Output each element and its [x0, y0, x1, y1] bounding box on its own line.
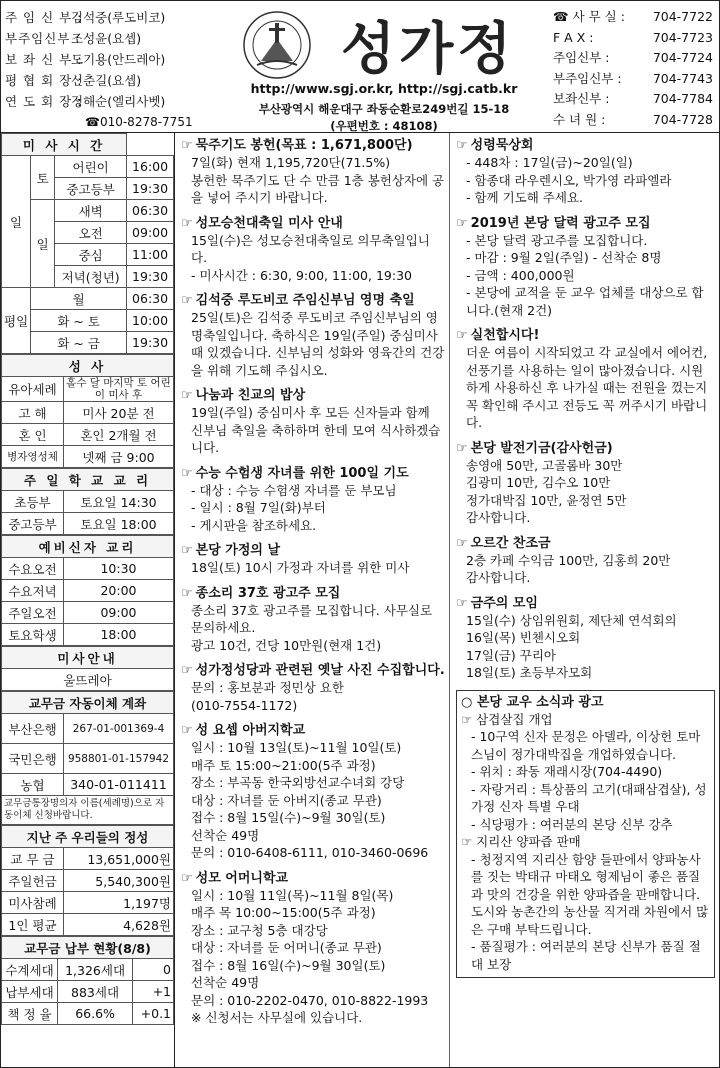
- notice-line: - 금액 : 400,000원: [466, 267, 575, 283]
- mass-guide-value: 울뜨레아: [2, 669, 174, 691]
- notice-heading: [456, 327, 715, 344]
- mass-time: 19:30: [127, 178, 174, 200]
- notice-heading: [181, 137, 445, 154]
- catechumen-title: 예비신자 교리: [2, 536, 174, 558]
- bank-account: 267-01-001369-4: [64, 714, 174, 744]
- staff-label: 주 임 신 부 :: [5, 10, 83, 25]
- notice-item: [456, 535, 715, 587]
- pointing-hand-icon: ☞: [456, 328, 468, 343]
- mass-time: 09:00: [127, 222, 174, 244]
- notice-heading: [456, 215, 715, 232]
- notice-heading: [181, 465, 445, 482]
- offering-label: 1인 평균: [2, 914, 64, 936]
- catechumen-slot: 수요오전: [2, 558, 64, 580]
- notice-line: 광고 10건, 건당 10만원(현재 1건): [191, 637, 382, 653]
- notice-line: - 함종대 라우렌시오, 박가영 라파엘라: [466, 172, 672, 188]
- mass-time: 19:30: [127, 332, 174, 354]
- sacrament-name: 병자영성체: [2, 446, 64, 468]
- notice-line: 감사합니다.: [466, 510, 531, 525]
- dues-table: [1, 936, 174, 1025]
- notice-line: 대상 : 자녀를 둔 어머니(종교 무관): [191, 940, 382, 955]
- staff-row: [5, 70, 237, 91]
- auto-transfer-table: [1, 691, 174, 825]
- notice-line: 일시 : 10월 13일(토)~11월 10일(토): [191, 740, 402, 755]
- notice-line: 17일(금) 꾸리아: [466, 647, 557, 663]
- notice-title: 2019년 본당 달력 광고주 모집: [470, 215, 651, 231]
- dues-value: 66.6%: [58, 1003, 133, 1025]
- zip-code: (우편번호 : 48108): [330, 119, 438, 133]
- notice-item: [181, 870, 445, 1027]
- notice-item: [456, 137, 715, 207]
- pointing-hand-icon: ☞: [456, 535, 468, 551]
- notice-line: 매주 토 15:00~21:00(5주 과정): [191, 757, 376, 773]
- middle-column: [177, 133, 447, 1035]
- offering-title: 지난 주 우리들의 정성: [2, 826, 174, 848]
- contact-row: [553, 28, 713, 49]
- notice-item: [181, 292, 445, 379]
- contact-row: [553, 7, 713, 28]
- offering-label: 미사참례: [2, 892, 64, 914]
- sunday-school-title: 주 일 학 교 교 리: [2, 469, 174, 491]
- notice-line: 매주 목 10:00~15:00(5주 과정): [191, 905, 376, 920]
- mass-name: 화 ~ 금: [31, 332, 127, 354]
- notice-title: 성 요셉 아버지학교: [195, 723, 306, 738]
- notice-item: [181, 542, 445, 577]
- notice-line: 19일(주일) 중심미사 후 모든 신자들과 함께 신부님 축일을 축하하며 한데 모여 식사하겠습니다.: [191, 405, 441, 455]
- notice-line: 송영애 50만, 고골롬바 30만: [466, 457, 623, 473]
- staff-row: [5, 49, 237, 70]
- dues-title: 교무금 납부 현황(8/8): [2, 937, 174, 959]
- notice-line: 감사합니다.: [466, 570, 531, 585]
- contact-number: 704-7743: [652, 70, 713, 86]
- mass-times-table: [1, 133, 174, 354]
- staff-name: 김석중(루도비코): [71, 10, 166, 25]
- weekday-label: 평일: [2, 288, 31, 354]
- offering-label: 교 무 금: [2, 848, 64, 870]
- notice-line: (010-7554-1172): [191, 697, 298, 713]
- notice-line: 더운 여름이 시작되었고 각 교실에서 에어컨, 선풍기를 사용하는 일이 많아졌습니다. 시원하게 사용하신 후 나가실 때는 전원을 껐는지 꼭 확인해 주시고 전등도 꼭 꺼주시기 바랍니다.: [466, 345, 708, 430]
- staff-list: [5, 7, 237, 133]
- website-urls[interactable]: http://www.sgj.or.kr, http://sgj.catb.kr: [250, 81, 518, 96]
- notice-line: 18일(토) 초등부자모회: [466, 665, 593, 680]
- news-line: - 자랑거리 : 특상품의 고기(대패삼겹살), 성가정 신자 특별 우대: [471, 781, 707, 814]
- bank-account: 958801-01-157942: [64, 744, 174, 774]
- notice-title: 종소리 37호 광고주 모집: [195, 585, 341, 601]
- staff-label: 부주임신부 :: [5, 31, 81, 46]
- pointing-hand-icon: ☞: [181, 388, 193, 403]
- notice-line: ※ 신청서는 사무실에 있습니다.: [191, 1010, 363, 1025]
- offering-value: 5,540,300원: [64, 870, 174, 892]
- sacrament-detail: 홀수 달 마지막 토 어린이 미사 후: [64, 377, 174, 402]
- mass-time: 06:30: [127, 200, 174, 222]
- mass-time: 19:30: [127, 266, 174, 288]
- pointing-hand-icon: ☞: [456, 440, 468, 456]
- pointing-hand-icon: ☞: [181, 543, 193, 558]
- bank-name: 부산은행: [2, 714, 64, 744]
- notice-line: 대상 : 자녀를 둔 아버지(종교 무관): [191, 792, 382, 808]
- dues-label: 수계세대: [2, 959, 58, 981]
- staff-row: [5, 91, 237, 112]
- notice-heading: [456, 535, 715, 552]
- news-subhead: ☞ 지리산 양파즙 판매: [461, 834, 581, 849]
- news-line: - 품질평가 : 여러분의 본당 신부가 품질 절대 보장: [471, 939, 701, 972]
- mass-time: 10:00: [127, 310, 174, 332]
- notice-heading: [456, 137, 715, 154]
- offering-value: 4,628원: [64, 914, 174, 936]
- staff-label: 평 협 회 장 :: [5, 73, 83, 88]
- mass-name: 저녁(청년): [55, 266, 127, 288]
- pointing-hand-icon: ☞: [181, 663, 193, 678]
- right-column: [449, 133, 719, 1067]
- notice-line: 선착순 49명: [191, 975, 260, 990]
- catechumen-time: 20:00: [64, 580, 174, 602]
- offering-label: 주일헌금: [2, 870, 64, 892]
- dues-value: 883세대: [58, 981, 133, 1003]
- staff-row: [5, 7, 237, 28]
- staff-name: 신춘길(요셉): [71, 73, 142, 88]
- pointing-hand-icon: ☞: [181, 465, 193, 481]
- notice-item: [456, 327, 715, 432]
- notice-title: 수능 수험생 자녀를 위한 100일 기도: [195, 465, 409, 481]
- catechumen-time: 10:30: [64, 558, 174, 580]
- pointing-hand-icon: ☞: [181, 723, 193, 738]
- sacraments-title: 성 사: [2, 355, 174, 377]
- sacrament-name: 고 해: [2, 402, 64, 424]
- notice-title: 실천합시다!: [470, 328, 540, 343]
- bulletin-title: 성가정: [341, 16, 516, 82]
- notice-line: 일시 : 10월 11일(목)~11월 8일(목): [191, 887, 394, 903]
- school-time: 토요일 14:30: [64, 491, 174, 513]
- masthead: [233, 1, 533, 133]
- notice-item: [456, 215, 715, 320]
- news-line: - 식당평가 : 여러분의 본당 신부 강추: [471, 816, 673, 832]
- church-address: 부산광역시 해운대구 좌동순환로249번길 15-18: [258, 102, 510, 116]
- contact-number: 704-7784: [652, 91, 713, 107]
- notice-title: 성모승천대축일 미사 안내: [195, 215, 343, 231]
- news-line: - 위치 : 좌동 재래시장(704-4490): [471, 764, 663, 779]
- notice-line: 접수 : 8월 16일(수)~9월 30일(토): [191, 957, 386, 973]
- pointing-hand-icon: ☞: [181, 138, 193, 153]
- notice-item: [181, 662, 445, 714]
- parish-news-box: [456, 690, 715, 979]
- contact-row: [553, 69, 713, 90]
- staff-row: [5, 28, 237, 49]
- contact-number: 704-7728: [652, 111, 713, 127]
- notice-line: 문의 : 010-6408-6111, 010-3460-0696: [191, 845, 429, 860]
- pointing-hand-icon: ☞: [456, 595, 468, 611]
- pointing-hand-icon: ☞: [456, 215, 468, 231]
- mass-guide-table: [1, 646, 174, 691]
- contact-list: [553, 7, 713, 131]
- notice-title: 나눔과 친교의 밥상: [195, 388, 306, 403]
- school-group: 중고등부: [2, 513, 64, 535]
- notice-line: 봉헌한 묵주기도 단 수 만큼 1층 봉헌상자에 공을 넣어 주시기 바랍니다.: [191, 172, 445, 205]
- news-line: - 청정지역 지리산 함양 들판에서 양파농사를 짓는 박태규 마태오 형제님이 좋은 품질과 맛의 건강을 위한 양파즙을 판매합니다. 도시와 농촌간의 농산물 직거래 차원에서 많은 구매 부탁드립니다.: [471, 851, 709, 937]
- mass-time: 16:00: [127, 156, 174, 178]
- notice-item: [181, 387, 445, 457]
- mass-guide-title: 미사안내: [2, 647, 174, 669]
- notice-heading: [181, 542, 445, 559]
- notice-line: 18일(토) 10시 가정과 자녀를 위한 미사: [191, 560, 410, 575]
- contact-number: 704-7722: [652, 9, 713, 24]
- notice-item: [456, 440, 715, 527]
- notice-title: 본당 발전기금(감사헌금): [470, 440, 613, 456]
- notice-title: 묵주기도 봉헌(목표 : 1,671,800단): [195, 138, 413, 153]
- school-time: 토요일 18:00: [64, 513, 174, 535]
- notice-item: [181, 465, 445, 535]
- mass-name: 중심: [55, 244, 127, 266]
- notice-line: - 함께 기도해 주세요.: [466, 190, 584, 205]
- dues-label: 납부세대: [2, 981, 58, 1003]
- sacrament-detail: 혼인 2개월 전: [64, 424, 174, 446]
- mass-times-title: 미 사 시 간: [2, 134, 127, 156]
- transfer-note: 교무금통장명의자 이름(세례명)으로 자동이체 신청바랍니다.: [2, 796, 174, 825]
- catechumen-time: 09:00: [64, 602, 174, 624]
- notice-line: 김광미 10만, 김수오 10만: [466, 475, 611, 490]
- notice-heading: [456, 595, 715, 612]
- sacrament-detail: 미사 20분 전: [64, 402, 174, 424]
- notice-line: 7일(화) 현재 1,195,720단(71.5%): [191, 155, 391, 170]
- dues-label: 책 정 율: [2, 1003, 58, 1025]
- notice-item: [181, 137, 445, 207]
- sacrament-name: 유아세례: [2, 377, 64, 402]
- notice-heading: [181, 387, 445, 404]
- sacraments-table: [1, 354, 174, 468]
- notice-line: - 미사시간 : 6:30, 9:00, 11:00, 19:30: [191, 267, 412, 283]
- notice-heading: [181, 662, 445, 679]
- notice-title: 오르간 찬조금: [470, 535, 551, 551]
- bank-account: 340-01-011411: [64, 774, 174, 796]
- pointing-hand-icon: ☞: [181, 585, 193, 601]
- notice-item: [181, 722, 445, 862]
- notice-line: 문의 : 010-2202-0470, 010-8822-1993: [191, 992, 429, 1008]
- dues-value: 1,326세대: [58, 959, 133, 981]
- bank-name: 농협: [2, 774, 64, 796]
- catechumen-slot: 토요학생: [2, 624, 64, 646]
- news-subhead: ☞ 삼겹살집 개업: [461, 711, 553, 727]
- left-column: [1, 133, 175, 1067]
- notice-line: 정가대박집 10만, 윤정연 5만: [466, 492, 627, 508]
- pointing-hand-icon: ☞: [181, 215, 193, 231]
- contact-row: [553, 89, 713, 110]
- news-line: - 10구역 신자 문정은 아델라, 이상헌 토마스님이 정가대박집을 개업하였습니다.: [471, 729, 701, 762]
- notice-line: 15일(수) 상임위원회, 제단체 연석회의: [466, 612, 677, 628]
- notice-title: 성령묵상회: [470, 138, 534, 153]
- church-logo: [241, 9, 313, 81]
- notice-line: 선착순 49명: [191, 827, 260, 843]
- notice-heading: [181, 215, 445, 232]
- contact-label: 주임신부 :: [553, 50, 610, 66]
- sacrament-detail: 넷째 금 9:00: [64, 446, 174, 468]
- mass-name: 월: [31, 288, 127, 310]
- sunday-sub-label: 일: [31, 200, 55, 288]
- auto-transfer-title: 교무금 자동이체 계좌: [2, 692, 174, 714]
- notice-heading: [181, 870, 445, 887]
- notice-item: [181, 215, 445, 285]
- contact-label: 수 녀 원 :: [553, 111, 606, 127]
- notice-line: - 본당 달력 광고주를 모집합니다.: [466, 232, 648, 248]
- catechumen-slot: 수요저녁: [2, 580, 64, 602]
- sunday-label: 일: [2, 156, 31, 288]
- offering-value: 13,651,000원: [64, 848, 174, 870]
- notice-title: 김석중 루도비코 주임신부님 영명 축일: [195, 293, 415, 308]
- bank-name: 국민은행: [2, 744, 64, 774]
- sacrament-name: 혼 인: [2, 424, 64, 446]
- notice-line: - 대상 : 수능 수험생 자녀를 둔 부모님: [191, 482, 397, 498]
- mass-name: 새벽: [55, 200, 127, 222]
- staff-name: 조성윤(요셉): [71, 31, 142, 46]
- mass-name: 오전: [55, 222, 127, 244]
- notice-heading: [181, 722, 445, 739]
- pointing-hand-icon: ☞: [181, 293, 193, 308]
- saturday-label: 토: [31, 156, 55, 200]
- dues-change: +1: [133, 981, 174, 1003]
- header: [1, 1, 719, 133]
- staff-label: 연 도 회 장 :: [5, 94, 83, 109]
- notice-line: - 게시판을 참조하세요.: [191, 517, 317, 533]
- notice-line: 접수 : 8월 15일(수)~9월 30일(토): [191, 810, 386, 825]
- notice-heading: [181, 292, 445, 309]
- dues-change: 0: [133, 959, 174, 981]
- notice-heading: [181, 585, 445, 602]
- notice-line: 문의 : 홍보분과 정민상 요한: [191, 680, 344, 695]
- mass-time: 11:00: [127, 244, 174, 266]
- pointing-hand-icon: ☞: [456, 138, 468, 153]
- notice-line: - 448차 : 17일(금)~20일(일): [466, 155, 633, 170]
- staff-label: 보 좌 신 부 :: [5, 52, 83, 67]
- notice-line: 16일(목) 빈첸시오회: [466, 630, 581, 645]
- notice-line: 장소 : 부곡동 한국외방선교수녀회 강당: [191, 775, 405, 790]
- notice-title: 금주의 모임: [470, 595, 538, 611]
- notice-line: 2층 카페 수익금 100만, 김홍희 20만: [466, 552, 671, 568]
- catechumen-table: [1, 535, 174, 646]
- contact-row: [553, 48, 713, 69]
- pointing-hand-icon: ☞: [181, 870, 193, 886]
- contact-label: 보좌신부 :: [553, 91, 610, 107]
- mass-name: 화 ~ 토: [31, 310, 127, 332]
- notice-heading: [456, 440, 715, 457]
- notice-title: 성가정성당과 관련된 옛날 사진 수집합니다.: [195, 663, 445, 678]
- contact-number: 704-7724: [652, 50, 713, 66]
- sunday-school-table: [1, 468, 174, 535]
- contact-label: 부주임신부 :: [553, 70, 622, 86]
- catechumen-time: 18:00: [64, 624, 174, 646]
- contact-label: ☎ 사 무 실 :: [553, 9, 625, 24]
- offering-value: 1,197명: [64, 892, 174, 914]
- staff-name: 도기용(안드레아): [71, 52, 166, 67]
- notice-item: [456, 595, 715, 682]
- notice-title: 본당 가정의 날: [195, 543, 281, 558]
- notice-line: - 본당에 교적을 둔 교우 업체를 대상으로 합니다.(현재 2건): [466, 285, 704, 318]
- notice-line: - 마감 : 9월 2일(주일) - 선착순 8명: [466, 250, 662, 265]
- notice-title: 성모 어머니학교: [195, 870, 289, 886]
- notice-line: - 일시 : 8월 7일(화)부터: [191, 500, 326, 515]
- notice-item: [181, 585, 445, 655]
- offering-table: [1, 825, 174, 936]
- school-group: 초등부: [2, 491, 64, 513]
- contact-number: 704-7723: [652, 29, 713, 45]
- catechumen-slot: 주일오전: [2, 602, 64, 624]
- mass-name: 중고등부: [55, 178, 127, 200]
- dues-change: +0.1: [133, 1003, 174, 1025]
- notice-line: 종소리 37호 광고주를 모집합니다. 사무실로 문의하세요.: [191, 602, 433, 635]
- contact-label: F A X :: [553, 29, 594, 45]
- president-phone: ☎010-8278-7751: [85, 115, 193, 129]
- staff-name: 정해순(엘리사벳): [71, 94, 166, 109]
- notice-line: 15일(수)은 성모승천대축일로 의무축일입니다.: [191, 232, 430, 265]
- parish-news-title: ○ 본당 교우 소식과 광고: [461, 694, 604, 710]
- notice-line: 장소 : 교구청 5층 대강당: [191, 922, 328, 938]
- mass-name: 어린이: [55, 156, 127, 178]
- mass-time: 06:30: [127, 288, 174, 310]
- notice-line: 25일(토)은 김석중 루도비코 주임신부님의 영명축일입니다. 축하식은 19일(주일) 중심미사 때 있겠습니다. 신부님의 성화와 영육간의 건강을 위해 기도해 주십시오.: [191, 310, 445, 378]
- contact-row: [553, 110, 713, 131]
